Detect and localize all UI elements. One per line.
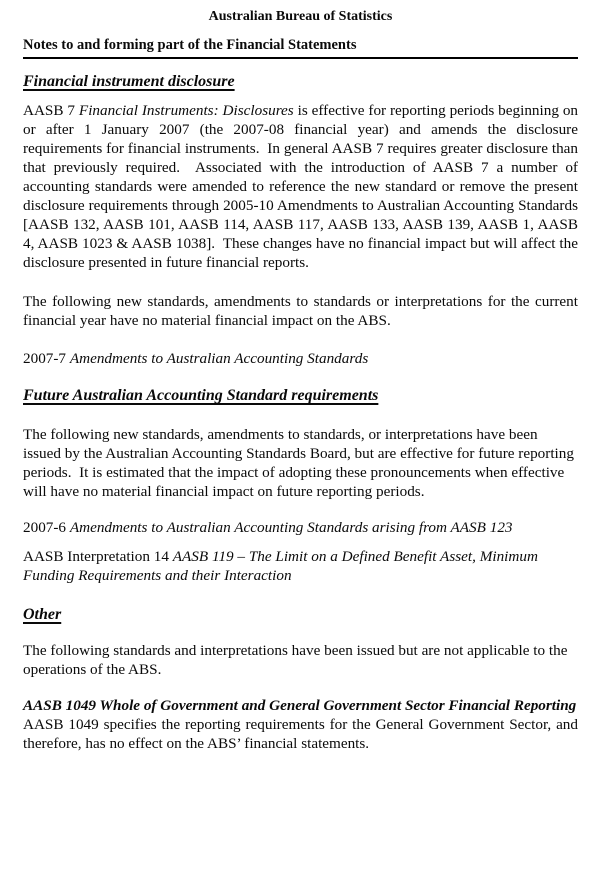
paragraph-not-applicable: The following standards and interpretations have been issued but are not applicable to the operations of the ABS. xyxy=(23,642,568,678)
text-run-aasb7-title-italic: Financial Instruments: Disclosures xyxy=(78,102,294,119)
paragraph-aasb7 xyxy=(23,101,578,272)
heading-financial-instrument-disclosure xyxy=(23,72,578,92)
standard-item-2007-6-prefix: 2007-6 xyxy=(23,519,70,536)
standard-item-2007-6 xyxy=(23,518,578,537)
heading-other xyxy=(23,605,578,625)
heading-future-requirements xyxy=(23,386,578,406)
doc-title xyxy=(23,36,578,59)
standard-item-2007-6-title-italic: Amendments to Australian Accounting Standards arising from AASB 123 xyxy=(69,519,513,536)
text-run-aasb7-body: is effective for reporting periods beginning on or after 1 January 2007 (the 2007-08 financial year) and amends the disclosure requirements for financial instruments. In general AASB 7 requires greater disclosure than that previously required. Associated with the introduction of AASB 7 a number of accounting standards were amended to reference the new standard or remove the present disclosure requirements through 2005-10 Amendments to Australian Accounting Standards [AASB 132, AASB 101, AASB 114, AASB 117, AASB 133, AASB 139, AASB 1, AASB 4, AASB 1023 & AASB 1038]. These changes have no financial impact but will affect the disclosure presented in future financial reports. xyxy=(23,102,579,271)
paragraph-aasb-1049: AASB 1049 specifies the reporting requirements for the General Government Sector, and therefore, has no effect on the ABS’ financial statements. xyxy=(23,716,578,752)
standard-item-2007-7-prefix: 2007-7 xyxy=(23,350,70,367)
standard-item-2007-7 xyxy=(23,349,578,368)
heading-future-requirements-text: Future Australian Accounting Standard requirements xyxy=(23,387,379,404)
doc-title-text: Notes to and forming part of the Financial Statements xyxy=(23,37,357,53)
standard-item-interpretation-14 xyxy=(23,547,578,585)
org-title: Australian Bureau of Statistics xyxy=(208,9,393,24)
heading-other-text: Other xyxy=(23,606,62,623)
paragraph-current-year-impact: The following new standards, amendments to standards or interpretations for the current financial year have no material financial impact on the ABS. xyxy=(23,293,578,329)
paragraph-future-periods: The following new standards, amendments to standards, or interpretations have been issued by the Australian Accounting Standards Board, but are effective for future reporting periods. It is estimated that the impact of adopting these pronouncements when effective will have no material financial impact on future reporting periods. xyxy=(23,426,574,500)
heading-financial-instrument-disclosure-text: Financial instrument disclosure xyxy=(23,73,235,90)
standard-item-interpretation-14-prefix: AASB Interpretation 14 xyxy=(23,548,173,565)
text-run-aasb7-lead: AASB 7 xyxy=(23,102,79,119)
heading-aasb-1049: AASB 1049 Whole of Government and General Government Sector Financial Reporting xyxy=(23,697,577,714)
standard-item-2007-7-title-italic: Amendments to Australian Accounting Standards xyxy=(69,350,369,367)
standard-item-interpretation-14-title-italic: AASB 119 – The Limit on a Defined Benefit Asset, Minimum Funding Requirements and their Interaction xyxy=(23,548,538,584)
